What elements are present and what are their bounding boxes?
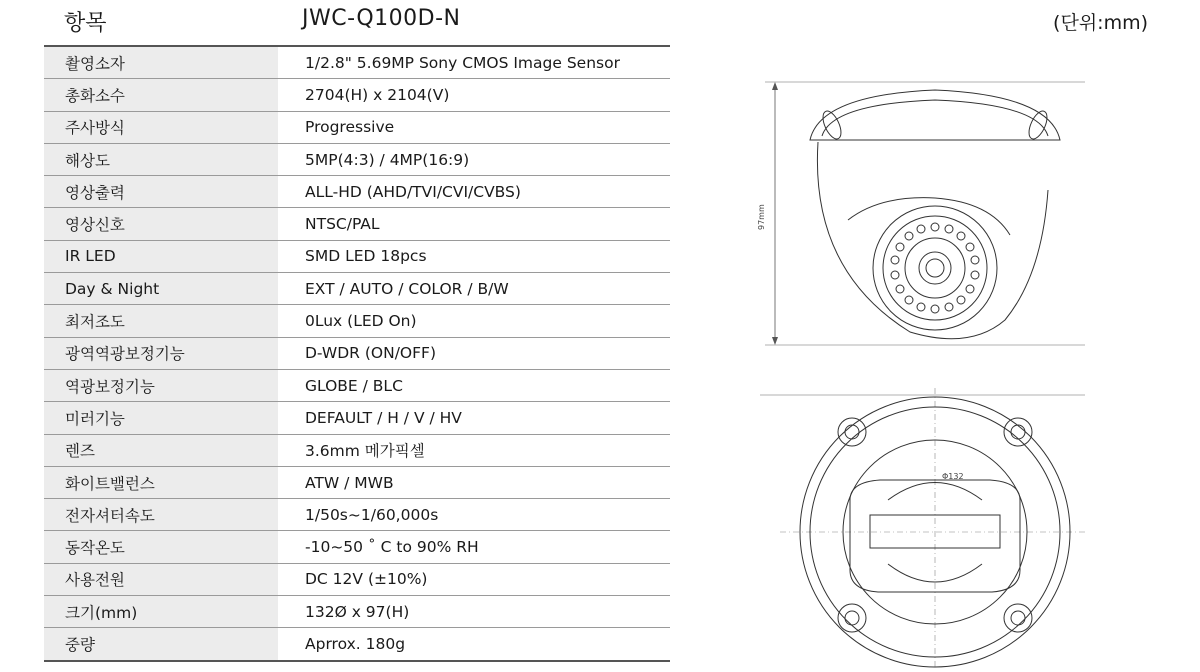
spec-label: 중량 [44,628,278,661]
spec-value: 1/50s~1/60,000s [278,499,670,531]
spec-value: EXT / AUTO / COLOR / B/W [278,273,670,305]
spec-value: 5MP(4:3) / 4MP(16:9) [278,143,670,175]
spec-row [44,369,670,401]
spec-row [44,337,670,369]
spec-row [44,273,670,305]
spec-row [44,240,670,272]
spec-value: Progressive [278,111,670,143]
spec-value: SMD LED 18pcs [278,240,670,272]
spec-label: Day & Night [44,273,278,305]
spec-value: DEFAULT / H / V / HV [278,402,670,434]
spec-label: 촬영소자 [44,46,278,79]
spec-label: 렌즈 [44,434,278,466]
spec-label: 주사방식 [44,111,278,143]
spec-label: 최저조도 [44,305,278,337]
spec-value: -10~50 ˚ C to 90% RH [278,531,670,563]
spec-label: 영상출력 [44,176,278,208]
spec-row [44,434,670,466]
spec-table-body [44,46,670,661]
spec-label: 영상신호 [44,208,278,240]
diameter-dimension-label: Φ132 [942,472,964,481]
spec-value: ALL-HD (AHD/TVI/CVI/CVBS) [278,176,670,208]
column-header-item: 항목 [64,11,107,36]
spec-value: 3.6mm 메가픽셀 [278,434,670,466]
spec-label: 역광보정기능 [44,369,278,401]
spec-row [44,176,670,208]
unit-label: (단위:mm) [1053,12,1148,34]
spec-row [44,563,670,595]
spec-value: D-WDR (ON/OFF) [278,337,670,369]
spec-label: 광역역광보정기능 [44,337,278,369]
spec-value: 0Lux (LED On) [278,305,670,337]
spec-row [44,499,670,531]
spec-value: Aprrox. 180g [278,628,670,661]
spec-label: IR LED [44,240,278,272]
model-name: JWC-Q100D-N [302,6,461,31]
spec-label: 사용전원 [44,563,278,595]
spec-row [44,628,670,661]
side-view [765,82,1085,345]
spec-value: 132Ø x 97(H) [278,596,670,628]
spec-table [44,45,670,662]
height-dimension-label: 97mm [757,204,766,230]
spec-row [44,208,670,240]
spec-label: 전자셔터속도 [44,499,278,531]
spec-row [44,531,670,563]
spec-row [44,46,670,79]
spec-value: NTSC/PAL [278,208,670,240]
spec-row [44,111,670,143]
spec-label: 화이트밸런스 [44,466,278,498]
spec-label: 총화소수 [44,79,278,111]
camera-drawing [730,70,1090,672]
spec-value: 1/2.8" 5.69MP Sony CMOS Image Sensor [278,46,670,79]
spec-row [44,466,670,498]
spec-label: 동작온도 [44,531,278,563]
spec-label: 해상도 [44,143,278,175]
spec-label: 크기(mm) [44,596,278,628]
spec-row [44,596,670,628]
spec-label: 미러기능 [44,402,278,434]
bottom-view [760,388,1085,670]
spec-row [44,305,670,337]
spec-row [44,143,670,175]
spec-value: ATW / MWB [278,466,670,498]
spec-value: 2704(H) x 2104(V) [278,79,670,111]
spec-row [44,402,670,434]
spec-value: DC 12V (±10%) [278,563,670,595]
spec-value: GLOBE / BLC [278,369,670,401]
ir-led-ring [891,223,979,313]
spec-row [44,79,670,111]
